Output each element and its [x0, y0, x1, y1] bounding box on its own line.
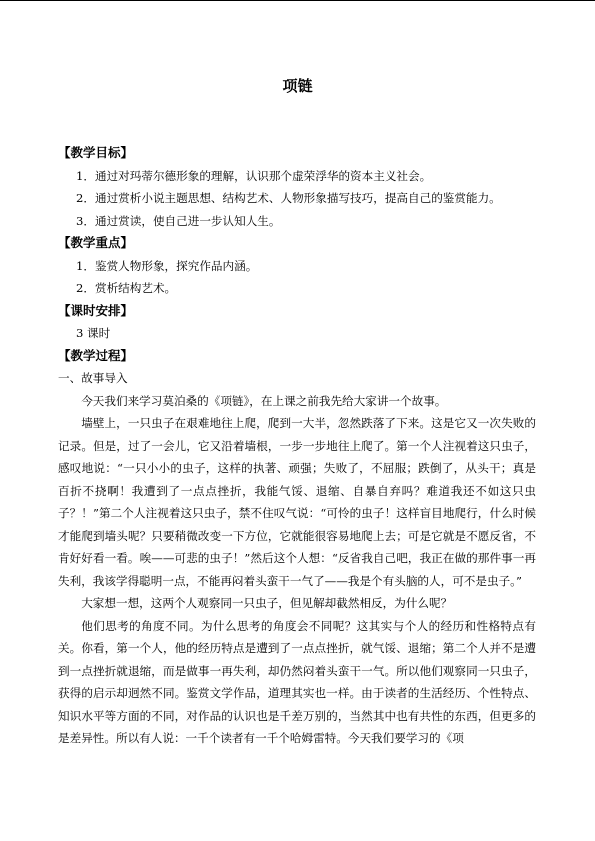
body-paragraph: 他们思考的角度不同。为什么思考的角度会不同呢？这其实与个人的经历和性格特点有关。你看，第一个人，他的经历特点是遭到了一点点挫折，就气馁、退缩；第二个人并不是遭到一点挫折就退缩，而是做事一再失利，却仍然闷着头蛮干一气。所以他们观察同一只虫子，获得的启示却迥然不同。鉴赏文学作品，道理其实也一样。由于读者的生活经历、个性特点、知识水平等方面的不同，对作品的认识也是千差万别的，当然其中也有共性的东西，但更多的是差异性。所以有人说：一千个读者有一千个哈姆雷特。今天我们要学习的《项	[58, 618, 536, 745]
section-heading-schedule: 【课时安排】	[58, 302, 134, 318]
schedule-item: 3 课时	[76, 326, 111, 340]
body-paragraph: 大家想一想，这两个人观察同一只虫子，但见解却截然相反，为什么呢？	[81, 596, 453, 610]
goal-item: 1．通过对玛蒂尔德形象的理解，认识那个虚荣浮华的资本主义社会。	[76, 168, 432, 183]
document-title: 项链	[282, 77, 313, 95]
goal-item: 3．通过赏读，使自己进一步认知人生。	[76, 213, 281, 228]
section-heading-process: 【教学过程】	[58, 347, 134, 363]
body-paragraph: 今天我们来学习莫泊桑的《项链》，在上课之前我先给大家讲一个故事。	[81, 393, 447, 408]
body-paragraph: 墙壁上，一只虫子在艰难地往上爬，爬到一大半，忽然跌落了下来。这是它又一次失败的记录。但是，过了一会儿，它又沿着墙根，一步一步地往上爬了。第一个人注视着这只虫子，感叹地说：“一只小小的虫子，这样的执著、顽强；失败了，不屈服；跌倒了，从头干；真是百折不挠啊！我遭到了一点点挫折，我能气馁、退缩、自暴自弃吗？难道我还不如这只虫子？！”第二个人注视着这只虫子，禁不住叹气说：“可怜的虫子！这样盲目地爬行，什么时候才能爬到墙头呢？只要稍微改变一下方位，它就能很容易地爬上去；可是它就是不愿反省，不肯好好看一看。唉——可悲的虫子！”然后这个人想：“反省我自己吧，我正在做的那件事一再失利，我该学得聪明一点，不能再闷着头蛮干一气了——我是个有头脑的人，可不是虫子。”	[58, 416, 536, 588]
document-body	[58, 142, 536, 750]
key-point-item: 1．鉴赏人物形象，探究作品内涵。	[76, 258, 258, 273]
goal-item: 2．通过赏析小说主题思想、结构艺术、人物形象描写技巧，提高自己的鉴赏能力。	[76, 191, 501, 205]
key-point-item: 2．赏析结构艺术。	[76, 281, 177, 295]
section-heading-goals: 【教学目标】	[58, 145, 134, 160]
process-subheading: 一、故事导入	[58, 371, 128, 385]
section-heading-key-points: 【教学重点】	[58, 235, 134, 250]
